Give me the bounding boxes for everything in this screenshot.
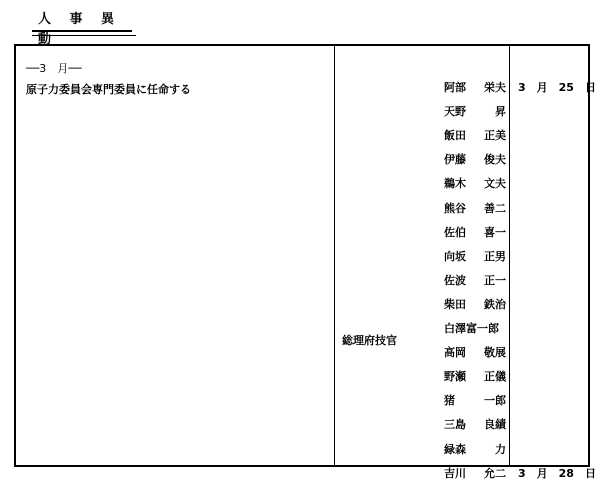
given-name: 一郎: [484, 394, 506, 408]
family-name: 鵜木: [444, 177, 466, 191]
person-name: [444, 465, 506, 481]
family-name: 天野: [444, 105, 466, 119]
person-name: [444, 103, 506, 119]
person-name: [444, 368, 506, 384]
heading-underline: [32, 35, 136, 36]
given-name: 敬展: [484, 346, 506, 360]
person-name: [444, 320, 506, 336]
family-name: 柴田: [444, 297, 466, 311]
appointment-description: 原子力委員会専門委員に任命する: [26, 83, 191, 96]
family-name: 佐伯: [444, 225, 466, 239]
personnel-table: [14, 44, 596, 480]
person-name: [444, 392, 506, 408]
person-name: [444, 200, 506, 216]
person-name: [444, 79, 506, 95]
given-name: 力: [495, 442, 506, 456]
person-name: [444, 224, 506, 240]
family-name: 野瀬: [444, 370, 466, 384]
given-name: 善二: [484, 201, 506, 215]
family-name: 三島: [444, 418, 466, 432]
family-name: 猪: [444, 394, 455, 408]
person-name: [444, 344, 506, 360]
effective-date: 3 月 28 日: [518, 466, 596, 480]
family-name: 伊藤: [444, 153, 466, 167]
given-name: 正一: [484, 273, 506, 287]
family-name: 飯田: [444, 129, 466, 143]
month-label: ──3 月──: [26, 62, 82, 75]
official-title: 総理府技官: [342, 334, 397, 347]
given-name: 俊夫: [484, 153, 506, 167]
given-name: 正美: [484, 129, 506, 143]
effective-date: 3 月 25 日: [518, 81, 596, 94]
family-name: 白澤富一郎: [444, 322, 499, 335]
given-name: 栄夫: [484, 81, 506, 94]
person-name: [444, 248, 506, 264]
family-name: 向坂: [444, 249, 466, 263]
family-name: 吉川: [444, 466, 466, 480]
given-name: 允二: [484, 466, 506, 480]
column-divider: [509, 46, 510, 465]
given-name: 昇: [495, 105, 506, 119]
given-name: 文夫: [484, 177, 506, 191]
family-name: 佐波: [444, 273, 466, 287]
family-name: 緑森: [444, 442, 466, 456]
person-name: [444, 272, 506, 288]
person-name: [444, 151, 506, 167]
person-name: [444, 175, 506, 191]
given-name: 正男: [484, 249, 506, 263]
family-name: 阿部: [444, 81, 466, 94]
person-name: [444, 416, 506, 432]
family-name: 高岡: [444, 346, 466, 360]
given-name: 喜一: [484, 225, 506, 239]
family-name: 熊谷: [444, 201, 466, 215]
person-name: [444, 296, 506, 312]
given-name: 良績: [484, 418, 506, 432]
person-name: [444, 127, 506, 143]
person-name: [444, 441, 506, 457]
given-name: 正儀: [484, 370, 506, 384]
column-divider: [334, 46, 335, 465]
given-name: 鉄治: [484, 297, 506, 311]
page-heading: 人 事 異 動: [32, 10, 132, 32]
